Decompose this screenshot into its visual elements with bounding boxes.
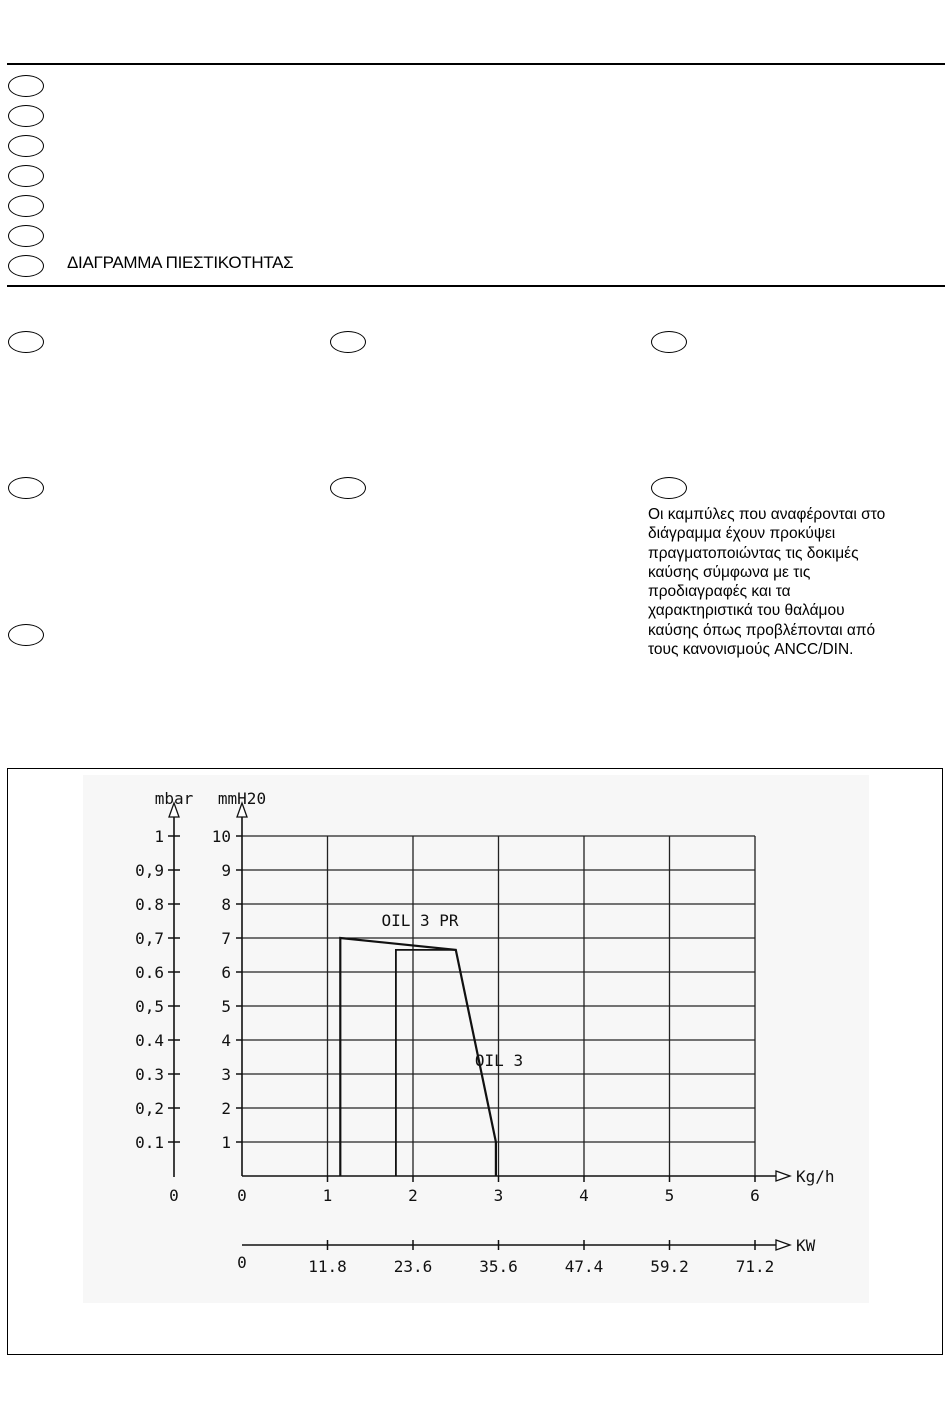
y-right-tick-label: 3	[221, 1065, 231, 1084]
y-left-tick-label: 1	[154, 827, 164, 846]
kw-tick-label: 0	[237, 1253, 247, 1272]
y-left-tick-label: 0,9	[135, 861, 164, 880]
kw-tick-label: 35.6	[479, 1257, 518, 1276]
y-right-tick-label: 5	[221, 997, 231, 1016]
series-label-oil-3-pr: OIL 3 PR	[381, 911, 459, 930]
y-left-tick-label: 0,2	[135, 1099, 164, 1118]
y-left-axis-title: mbar	[154, 789, 194, 808]
x-tick-label: 2	[408, 1186, 418, 1205]
y-right-tick-label: 7	[221, 929, 231, 948]
language-marker-oval	[8, 75, 44, 97]
language-marker-oval	[8, 477, 44, 499]
chart-frame	[7, 768, 943, 1355]
y-left-tick-label: 0.8	[135, 895, 164, 914]
language-marker-oval	[651, 477, 687, 499]
y-right-tick-label: 1	[221, 1133, 231, 1152]
x-tick-label: 6	[750, 1186, 760, 1205]
kw-tick-label: 23.6	[393, 1257, 433, 1276]
y-left-tick-label: 0.1	[135, 1133, 164, 1152]
note-paragraph: Οι καμπύλες που αναφέρονται στο διάγραμμα έχουν προκύψει πραγματοποιώντας τις δοκιμές καύσης σύμφωνα με τις προδιαγραφές και τα χαρακτηριστικά του θαλάμου καύσης όπως προβλέπονται από τους κανονισμούς ANCC/DIN.	[648, 506, 886, 659]
kw-tick-label: 11.8	[308, 1257, 347, 1276]
x-tick-label: 3	[493, 1186, 504, 1205]
language-marker-oval	[8, 225, 44, 247]
y-right-tick-label: 9	[221, 861, 231, 880]
kw-axis-title: KW	[796, 1236, 816, 1255]
kw-tick-label: 47.4	[564, 1257, 604, 1276]
x-tick-label: 5	[664, 1186, 675, 1205]
page-title: ΔΙΑΓΡΑΜΜΑ ΠΙΕΣΤΙΚΟΤΗΤΑΣ	[67, 253, 294, 272]
language-marker-oval	[8, 195, 44, 217]
language-marker-oval	[651, 331, 687, 353]
language-marker-oval	[330, 477, 366, 499]
y-right-axis-title: mmH20	[217, 789, 267, 808]
top-rule	[7, 63, 945, 65]
language-marker-oval	[8, 255, 44, 277]
x-axis-title: Kg/h	[796, 1167, 835, 1186]
y-left-tick-label: 0,5	[135, 997, 164, 1016]
x-tick-label: 0	[237, 1186, 247, 1205]
y-right-tick-label: 6	[221, 963, 231, 982]
y-left-zero-label: 0	[169, 1186, 179, 1205]
y-left-tick-label: 0.6	[135, 963, 164, 982]
y-right-tick-label: 8	[221, 895, 231, 914]
y-right-tick-label: 4	[221, 1031, 231, 1050]
language-marker-oval	[330, 331, 366, 353]
pressure-chart	[8, 769, 944, 1356]
y-left-tick-label: 0,7	[135, 929, 164, 948]
language-marker-oval	[8, 105, 44, 127]
series-label-oil-3: OIL 3	[474, 1051, 524, 1070]
y-right-tick-label: 2	[221, 1099, 231, 1118]
kw-tick-label: 59.2	[650, 1257, 689, 1276]
x-tick-label: 1	[322, 1186, 333, 1205]
scan-background	[83, 775, 869, 1303]
language-marker-oval	[8, 624, 44, 646]
y-left-tick-label: 0.3	[135, 1065, 164, 1084]
x-tick-label: 4	[579, 1186, 589, 1205]
language-marker-oval	[8, 135, 44, 157]
y-right-tick-label: 10	[211, 827, 231, 846]
y-left-tick-label: 0.4	[135, 1031, 164, 1050]
language-marker-oval	[8, 165, 44, 187]
section-rule	[7, 285, 945, 287]
language-marker-oval	[8, 331, 44, 353]
kw-tick-label: 71.2	[735, 1257, 775, 1276]
